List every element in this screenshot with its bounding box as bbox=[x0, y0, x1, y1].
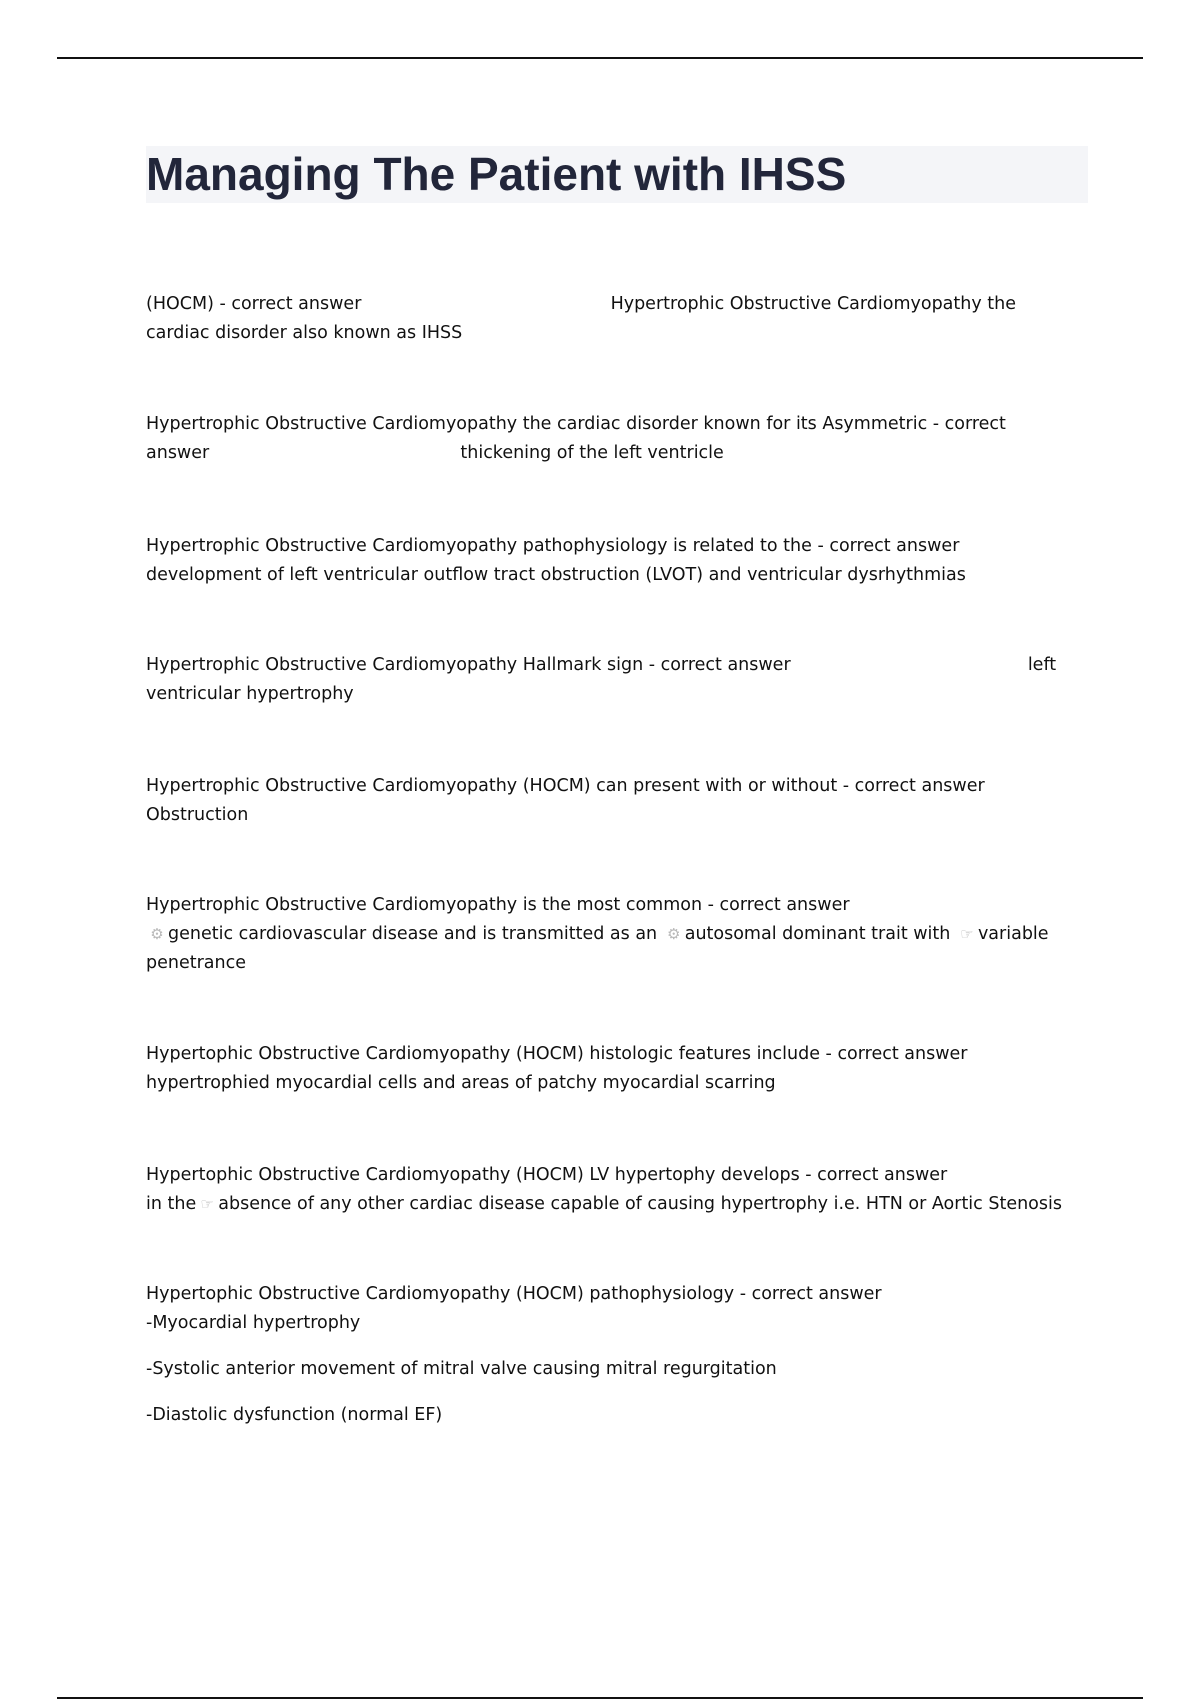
flashcard-7 bbox=[146, 1040, 1096, 1098]
card-answer: autosomal dominant trait with bbox=[684, 924, 951, 944]
flashcard-4 bbox=[146, 651, 1096, 709]
card-term-continued: answer bbox=[146, 443, 210, 463]
card-term: Hypertrophic Obstructive Cardiomyopathy Hallmark sign - correct answer bbox=[146, 655, 791, 675]
card-answer-continued: penetrance bbox=[146, 953, 246, 973]
card-term: Hypertophic Obstructive Cardiomyopathy (HOCM) histologic features include - correct answer bbox=[146, 1044, 968, 1064]
gear-icon: ⚙ bbox=[150, 925, 164, 943]
card-answer: hypertrophied myocardial cells and areas of patchy myocardial scarring bbox=[146, 1073, 776, 1093]
page-title: Managing The Patient with IHSS bbox=[146, 148, 847, 200]
card-term: Hypertrophic Obstructive Cardiomyopathy is the most common - correct answer bbox=[146, 895, 850, 915]
card-answer: genetic cardiovascular disease and is transmitted as an bbox=[168, 924, 658, 944]
card-answer-continued: ventricular hypertrophy bbox=[146, 684, 354, 704]
card-answer: thickening of the left ventricle bbox=[460, 443, 724, 463]
top-rule bbox=[57, 57, 1143, 59]
card-term: Hypertophic Obstructive Cardiomyopathy (HOCM) pathophysiology - correct answer bbox=[146, 1284, 882, 1304]
flashcard-6 bbox=[146, 891, 1096, 978]
flashcard-2 bbox=[146, 410, 1096, 468]
hand-point-icon: ☞ bbox=[200, 1195, 214, 1213]
bottom-rule bbox=[57, 1697, 1143, 1699]
list-item: -Systolic anterior movement of mitral valve causing mitral regurgitation bbox=[146, 1359, 777, 1379]
list-item: -Diastolic dysfunction (normal EF) bbox=[146, 1405, 443, 1425]
gear-icon: ⚙ bbox=[666, 925, 681, 943]
card-answer: development of left ventricular outflow tract obstruction (LVOT) and ventricular dysrhythmias bbox=[146, 565, 966, 585]
card-answer-prefix: in the bbox=[146, 1194, 197, 1214]
card-term: Hypertrophic Obstructive Cardiomyopathy the cardiac disorder known for its Asymmetric - correct bbox=[146, 414, 1006, 434]
card-term: Hypertrophic Obstructive Cardiomyopathy (HOCM) can present with or without - correct answer bbox=[146, 776, 985, 796]
flashcard-8 bbox=[146, 1161, 1096, 1219]
card-answer: variable bbox=[977, 924, 1049, 944]
hand-point-icon: ☞ bbox=[960, 925, 974, 943]
card-answer: absence of any other cardiac disease capable of causing hypertrophy i.e. HTN or Aortic Stenosis bbox=[218, 1194, 1062, 1214]
list-item: -Myocardial hypertrophy bbox=[146, 1313, 361, 1333]
card-term: (HOCM) - correct answer bbox=[146, 294, 362, 314]
card-answer: Obstruction bbox=[146, 805, 249, 825]
card-term: Hypertophic Obstructive Cardiomyopathy (HOCM) LV hypertophy develops - correct answer bbox=[146, 1165, 948, 1185]
flashcard-5 bbox=[146, 772, 1096, 830]
flashcard-9 bbox=[146, 1280, 1096, 1430]
flashcard-3 bbox=[146, 532, 1096, 590]
card-answer-continued: cardiac disorder also known as IHSS bbox=[146, 323, 463, 343]
card-answer: left bbox=[1027, 655, 1057, 675]
flashcard-1 bbox=[146, 290, 1096, 348]
card-answer: Hypertrophic Obstructive Cardiomyopathy the bbox=[610, 294, 1016, 314]
card-term: Hypertrophic Obstructive Cardiomyopathy pathophysiology is related to the - correct answer bbox=[146, 536, 960, 556]
